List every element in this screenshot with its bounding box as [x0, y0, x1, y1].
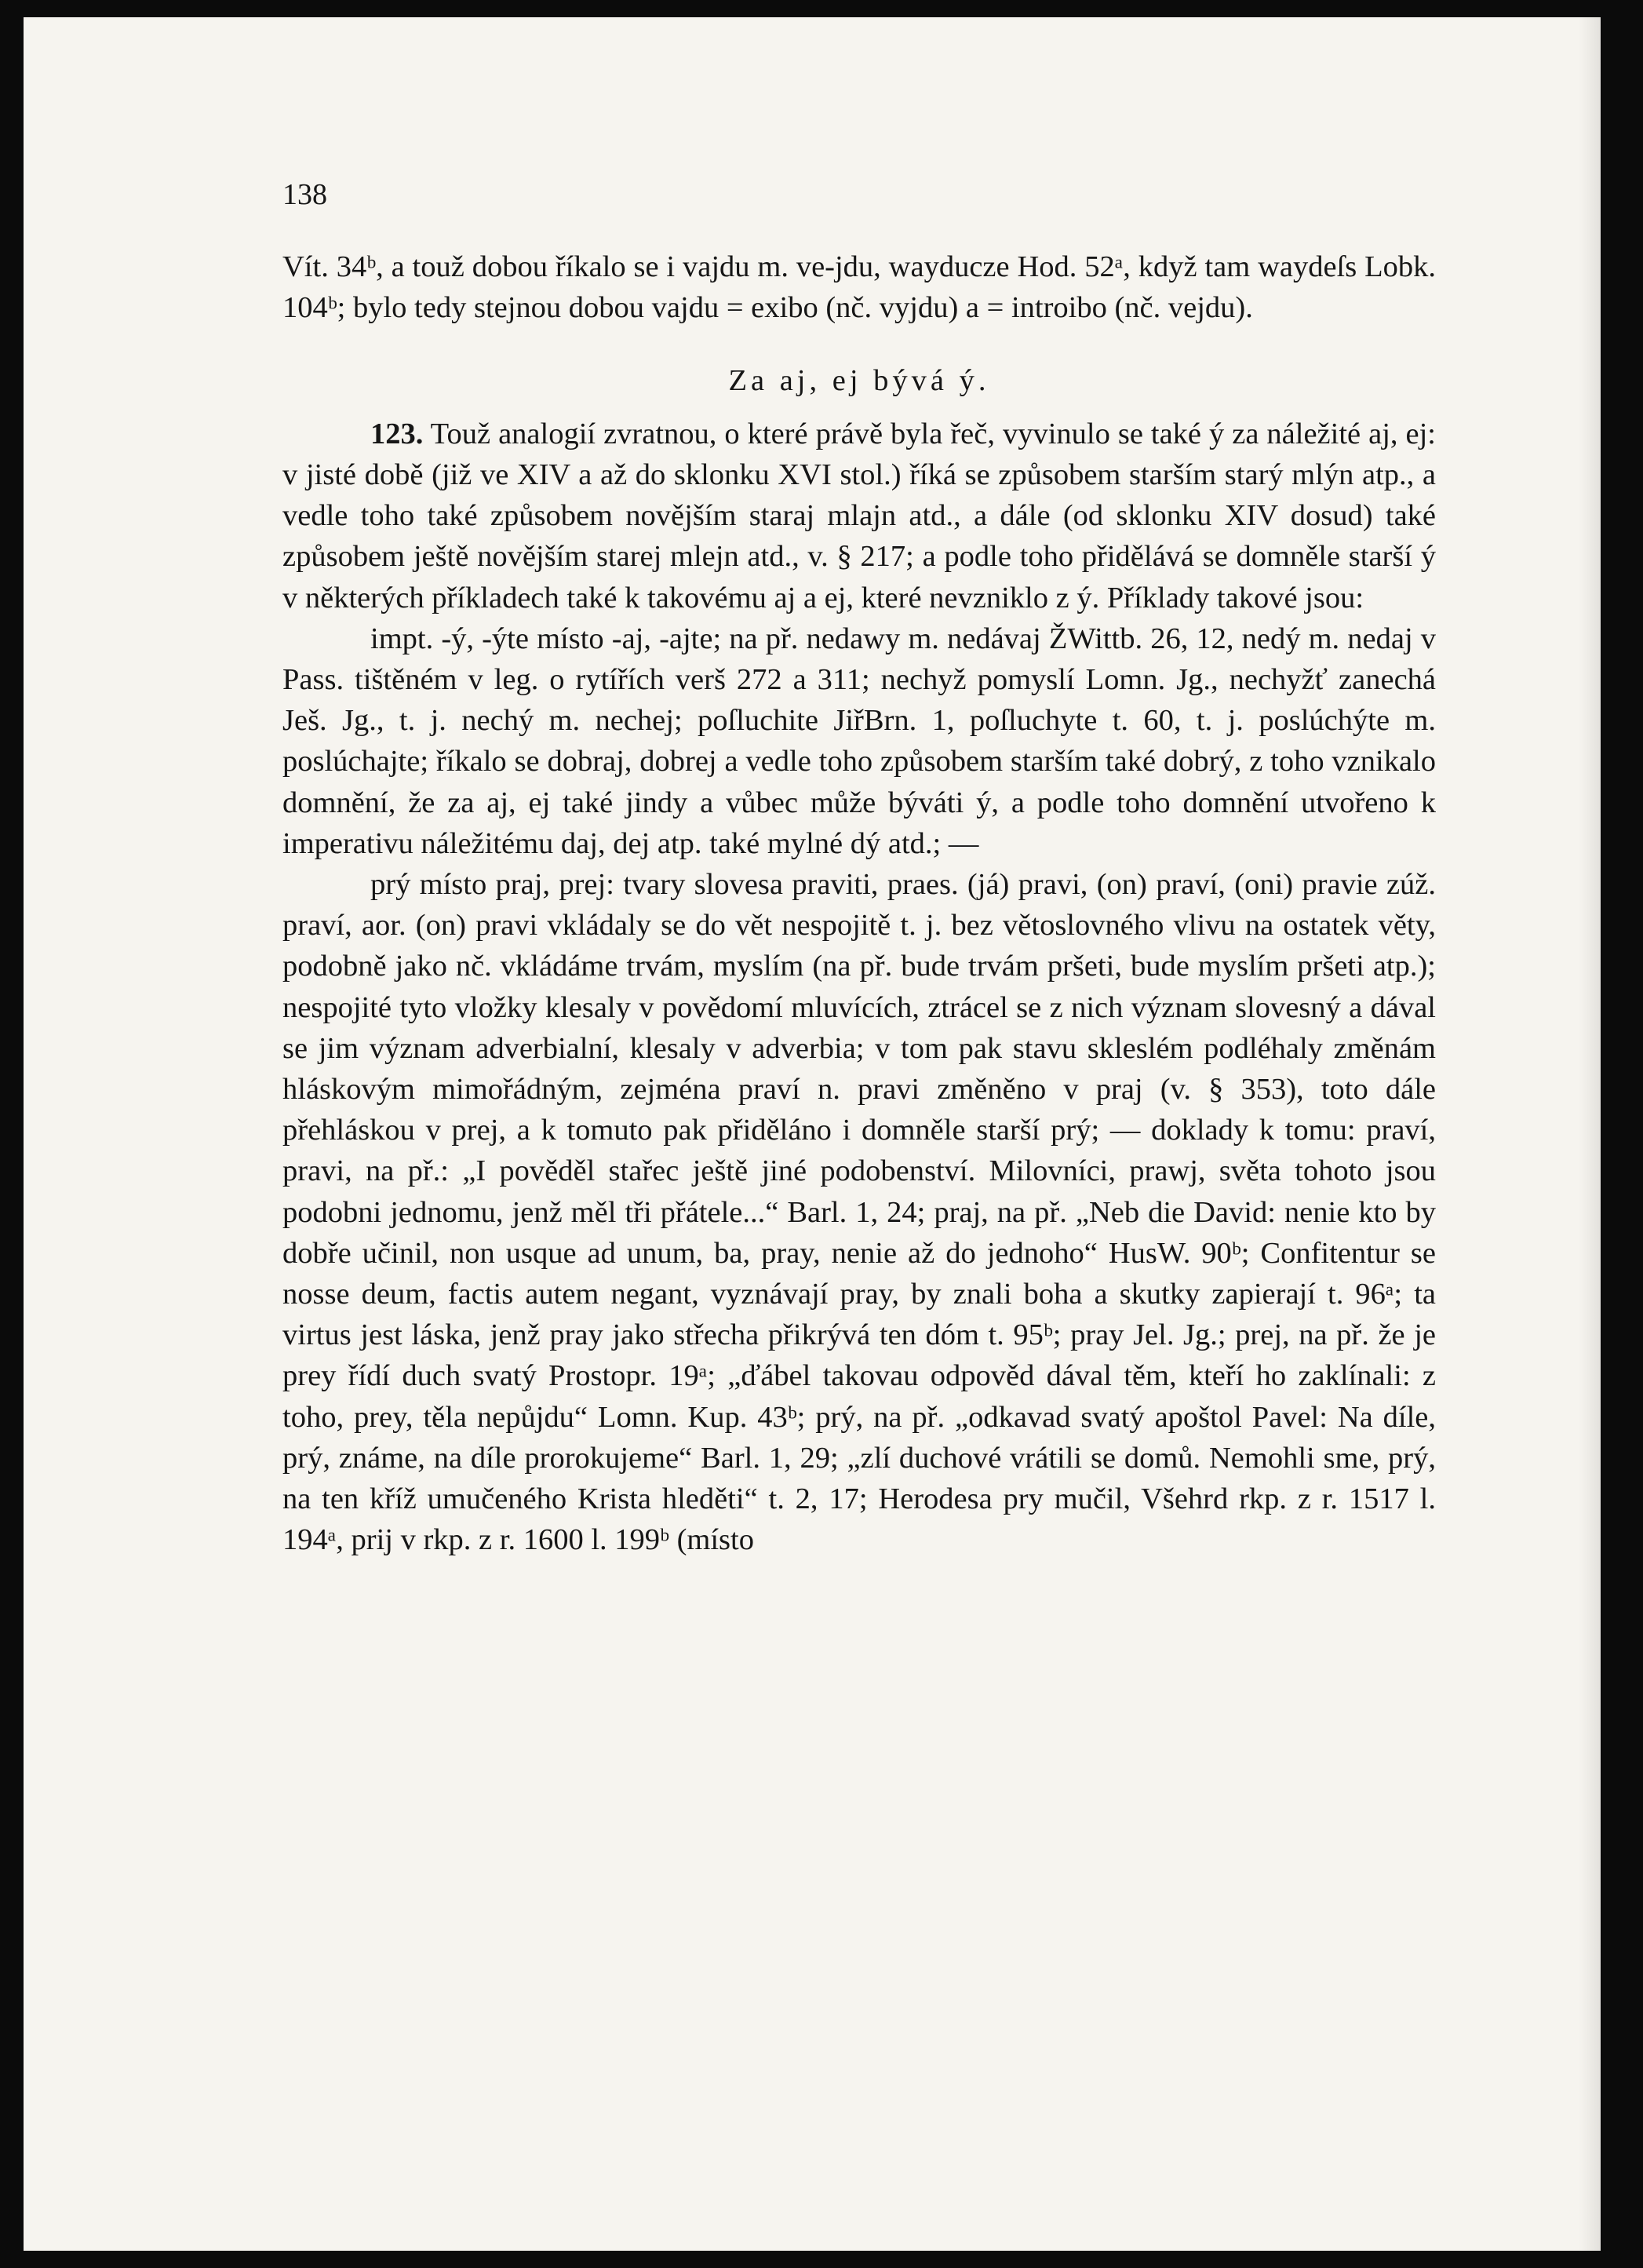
- page-number: 138: [282, 178, 327, 211]
- page-content: [282, 174, 1436, 1561]
- page-edge-shadow: [1579, 17, 1601, 2251]
- paragraph-123-text: Touž analogií zvratnou, o které právě byla řeč, vyvinulo se také ý za náležité aj, ej: v jisté době (již ve XIV a až do sklonku XVI stol.) říká se způsobem starším starý mlýn atp., a vedle toho také způsobem novějším staraj mlajn atd., a dále (od sklonku XIV dosud) také způsobem ještě novějším starej mlejn atd., v. § 217; a podle toho přidělává se domněle starší ý v některých příkladech také k takovému aj a ej, které nevzniklo z ý. Příklady takové jsou:: [282, 417, 1436, 614]
- scanned-page: [24, 17, 1601, 2251]
- paragraph-imperative-examples: impt. -ý, -ýte místo -aj, -ajte; na př. nedawy m. nedávaj ŽWittb. 26, 12, nedý m. nedaj v Pass. tištěném v leg. o rytířích verš 272 a 311; nechyž pomyslí Lomn. Jg., nechyžť zanechá Ješ. Jg., t. j. nechý m. nechej; poſluchite JiřBrn. 1, poſluchyte t. 60, t. j. poslúchýte m. poslúchajte; říkalo se dobraj, dobrej a vedle toho způsobem starším také dobrý, z toho vznikalo domnění, že za aj, ej také jindy a vůbec může býváti ý, a podle toho domnění utvořeno k imperativu náležitému daj, dej atp. také mylné dý atd.; —: [282, 622, 1436, 860]
- section-heading: Za aj, ej bývá ý.: [728, 363, 990, 397]
- paragraph-number: 123.: [370, 417, 424, 450]
- paragraph-123: [282, 414, 1436, 618]
- paragraph-pry-examples: prý místo praj, prej: tvary slovesa praviti, praes. (já) pravi, (on) praví, (oni) pravie zúž. praví, aor. (on) pravi vkládaly se do vět nespojitě t. j. bez větoslovného vlivu na ostatek věty, podobně jako nč. vkládáme trvám, myslím (na př. bude trvám pršeti, bude myslím pršeti atp.); nespojité tyto vložky klesaly v povědomí mluvících, ztrácel se z nich význam slovesný a dával se jim význam adverbialní, klesaly v adverbia; v tom pak stavu skleslém podléhaly změnám hláskovým mimořádným, zejména praví n. pravi změněno v praj (v. § 353), toto dále přehláskou v prej, a k tomuto pak přiděláno i domněle starší prý; — doklady k tomu: praví, pravi, na př.: „I pověděl stařec ještě jiné podobenství. Milovníci, prawj, světa tohoto jsou podobni jednomu, jenž měl tři přátele...“ Barl. 1, 24; praj, na př. „Neb die David: nenie kto by dobře učinil, non usque ad unum, ba, pray, nenie až do jednoho“ HusW. 90ᵇ; Confitentur se nosse deum, factis autem negant, vyznávají pray, by znali boha a skutky zapierají t. 96ᵃ; ta virtus jest láska, jenž pray jako střecha přikrývá ten dóm t. 95ᵇ; pray Jel. Jg.; prej, na př. že je prey řídí duch svatý Prostopr. 19ᵃ; „ďábel takovau odpověd dával těm, kteří ho zaklínali: z toho, prey, těla nepůjdu“ Lomn. Kup. 43ᵇ; prý, na př. „odkavad svatý apoštol Pavel: Na díle, prý, známe, na díle prorokujeme“ Barl. 1, 29; „zlí duchové vrátili se domů. Nemohli sme, prý, na ten kříž umučeného Krista hleděti“ t. 2, 17; Herodesa pry mučil, Všehrd rkp. z r. 1517 l. 194ᵃ, prij v rkp. z r. 1600 l. 199ᵇ (místo: [282, 868, 1436, 1557]
- paragraph-continuation: Vít. 34ᵇ, a touž dobou říkalo se i vajdu m. ve-jdu, wayducze Hod. 52ᵃ, když tam waydeſs Lobk. 104ᵇ; bylo tedy stejnou dobou vajdu = exibo (nč. vyjdu) a = introibo (nč. vejdu).: [282, 250, 1436, 325]
